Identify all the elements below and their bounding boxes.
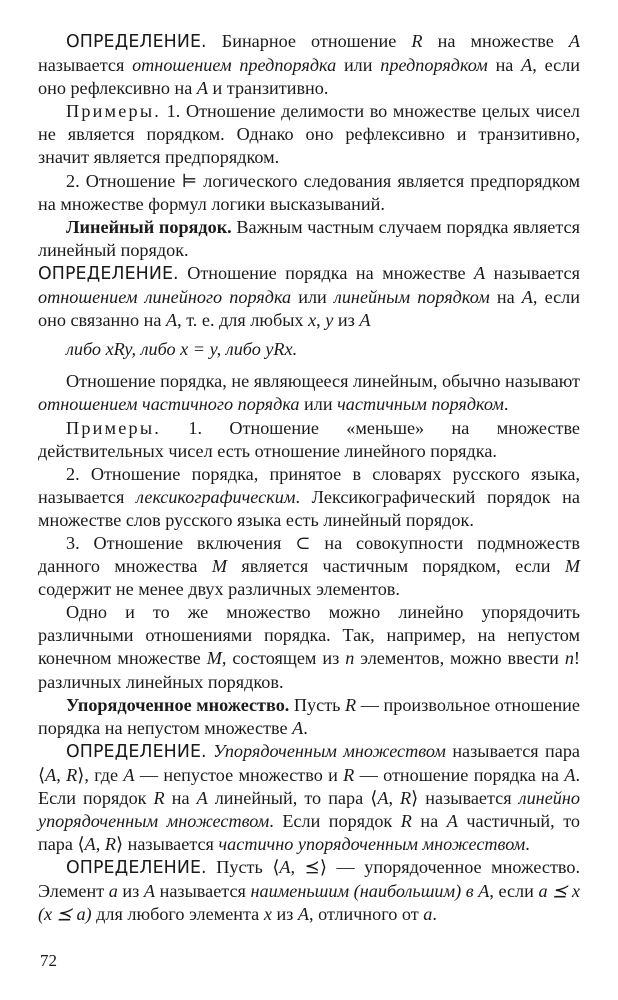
text-run: для любого элемента — [91, 904, 264, 925]
italic-term: отношением линейного порядка — [38, 287, 292, 308]
text-run: называется — [38, 55, 133, 76]
italic-term: A — [196, 78, 208, 99]
italic-term: отношением частичного порядка — [38, 394, 300, 415]
text-run: — непустое множество и — [134, 764, 344, 785]
text-run: или — [291, 287, 334, 308]
italic-term: наименьшим (наибольшим) в A — [250, 881, 490, 902]
text-run: на — [487, 55, 522, 76]
italic-term: x — [263, 904, 272, 925]
italic-term: R — [66, 764, 78, 785]
examples-label: Примеры. — [66, 417, 162, 438]
definition-label: ОПРЕДЕЛЕНИЕ. — [66, 858, 207, 879]
text-run: называется — [485, 262, 580, 283]
text-run: или — [299, 394, 338, 415]
italic-term: R — [343, 764, 355, 785]
text-run: . Если порядок — [269, 811, 401, 832]
text-run: является частичным порядком, если — [227, 556, 565, 577]
italic-term: A — [165, 310, 178, 331]
italic-term: A — [143, 881, 156, 902]
italic-term: R — [411, 31, 423, 51]
text-run: , если оно связанно на — [38, 287, 580, 331]
paragraph — [38, 417, 580, 463]
text-run: на — [164, 788, 197, 808]
text-run: Отношение порядка на множестве — [178, 262, 475, 283]
italic-term: a ⪯ x (x ⪯ a) — [38, 881, 580, 925]
paragraph — [38, 30, 580, 100]
definition-label: ОПРЕДЕЛЕНИЕ. — [66, 741, 207, 762]
text-run: содержит не менее двух различных элементов. — [38, 579, 400, 600]
text-run: частичный, то пара ⟨ — [38, 811, 580, 855]
text-run: или — [336, 55, 381, 76]
text-run: 2. Отношение ⊨ логического следования является предпорядком на множестве формул логики высказываний. — [38, 170, 580, 214]
text-run: из — [333, 310, 360, 331]
section-heading: Упорядоченное множество. — [66, 694, 290, 715]
examples-label: Примеры. — [66, 101, 162, 122]
text-run: 3. Отношение включения ⊂ на совокупности подмножеств данного множества — [38, 532, 580, 577]
text-run: называется — [155, 881, 251, 902]
text-run: . — [432, 904, 437, 925]
paragraph — [38, 370, 580, 416]
italic-term: R — [400, 811, 412, 832]
italic-term: M — [206, 648, 222, 669]
italic-term: A — [45, 764, 57, 785]
definition-label: ОПРЕДЕЛЕНИЕ. — [66, 32, 207, 52]
italic-term: A — [123, 764, 135, 785]
paragraph — [38, 601, 580, 693]
text-run: на множестве — [422, 31, 569, 51]
text-run: либо xRy, либо x = y, либо yRx. — [66, 339, 298, 360]
italic-term: R — [104, 834, 116, 855]
text-run: , — [388, 788, 401, 808]
text-run: . Если порядок — [38, 764, 580, 808]
italic-term: a — [108, 881, 118, 902]
italic-term: предпорядком — [380, 55, 488, 76]
paragraph — [38, 532, 580, 601]
italic-term: R — [400, 788, 412, 808]
paragraph — [38, 100, 580, 169]
text-run: , отличного от — [309, 904, 424, 925]
italic-term: линейным порядком — [333, 287, 490, 308]
italic-term: n — [345, 648, 355, 669]
paragraph — [38, 216, 580, 262]
text-run: линейный, то пара ⟨ — [207, 788, 378, 808]
italic-term: A — [564, 764, 576, 785]
text-run: на — [411, 811, 447, 832]
italic-term: A — [446, 811, 458, 832]
italic-term: A — [359, 310, 371, 331]
text-run: , ⪯⟩ — упорядоченное множество. Элемент — [38, 857, 580, 902]
italic-term: A — [297, 904, 310, 925]
paragraph — [38, 262, 580, 332]
italic-term: y — [325, 310, 334, 331]
text-run: ⟩ называется — [411, 788, 519, 808]
italic-term: A — [521, 287, 533, 308]
page-text — [38, 30, 580, 927]
text-run: — отношение порядка на — [354, 764, 565, 785]
italic-term: A — [84, 834, 96, 855]
italic-term: M — [211, 556, 228, 577]
italic-term: A — [279, 857, 291, 878]
paragraph — [38, 170, 580, 216]
paragraph — [38, 463, 580, 532]
text-run: 1. Отношение «меньше» на множестве действительных чисел есть отношение линейного порядка. — [38, 417, 580, 461]
italic-term: отношением предпорядка — [132, 55, 337, 76]
text-run: — произвольное отношение порядка на непустом множестве — [38, 694, 580, 738]
text-run: , — [316, 310, 326, 331]
italic-term: частично упорядоченным множеством — [218, 834, 526, 855]
italic-term: A — [474, 262, 486, 283]
italic-term: M — [564, 556, 580, 577]
text-run: ⟩, где — [77, 764, 124, 785]
text-run: , — [95, 834, 105, 855]
text-run: элементов, можно ввести — [354, 648, 565, 669]
text-run: . — [525, 834, 530, 855]
italic-term: x — [308, 310, 317, 331]
section-heading: Линейный порядок. — [66, 216, 232, 237]
paragraph — [38, 740, 580, 856]
text-run: на — [489, 287, 522, 308]
page-number: 72 — [40, 951, 57, 970]
italic-term: частичным порядком — [337, 394, 504, 415]
text-run: Бинарное отношение — [206, 31, 412, 51]
text-run: Пусть ⟨ — [206, 857, 280, 878]
italic-term: A — [292, 717, 304, 738]
text-run: 1. Отношение делимости во множестве целых чисел не является порядком. Однако оно рефлексивно и транзитивно, значит является предпорядком. — [38, 101, 580, 168]
italic-term: лексикографическим — [136, 486, 296, 507]
italic-term: A — [568, 31, 580, 51]
definition-label: ОПРЕДЕЛЕНИЕ. — [38, 263, 179, 284]
italic-term: линейно упорядоченным множеством — [38, 788, 580, 832]
italic-term: R — [153, 788, 165, 808]
text-run: , если оно рефлексивно на — [38, 55, 580, 99]
text-run: Одно и то же множество можно линейно упорядочить различными отношениями порядка. Так, например, на непустом конечном множестве — [38, 602, 580, 669]
italic-term: a — [423, 904, 433, 925]
italic-term: Упорядоченным множеством — [213, 740, 446, 761]
text-run: , т. е. для любых — [177, 310, 309, 331]
text-run: называется пара ⟨ — [38, 740, 581, 785]
text-run: , если — [489, 881, 539, 902]
text-run: , состоящем из — [221, 648, 346, 669]
italic-term: A — [377, 788, 389, 808]
paragraph — [38, 694, 580, 740]
text-run: ⟩ называется — [115, 834, 219, 855]
text-run: . Лексикографический порядок на множестве слов русского языка есть линейный порядок. — [38, 486, 580, 530]
italic-term: n — [564, 648, 574, 669]
text-run: из — [117, 881, 144, 902]
text-run: ! различных линейных порядков. — [38, 648, 580, 692]
text-run: Важным частным случаем порядка является линейный порядок. — [38, 216, 580, 260]
text-run: , — [56, 764, 67, 785]
text-run: Отношение порядка, не являющееся линейным, обычно называют — [66, 371, 580, 392]
italic-term: A — [521, 55, 533, 76]
text-run: из — [271, 904, 298, 925]
italic-term: R — [345, 694, 357, 715]
paragraph — [38, 856, 580, 926]
text-run: . — [303, 717, 308, 738]
text-run: и транзитивно. — [207, 78, 329, 99]
text-run: Пусть — [289, 694, 346, 715]
text-run: 2. Отношение порядка, принятое в словарях русского языка, называется — [38, 463, 580, 507]
text-run: . — [503, 394, 509, 415]
formula-line — [38, 338, 580, 361]
italic-term: A — [196, 788, 208, 808]
